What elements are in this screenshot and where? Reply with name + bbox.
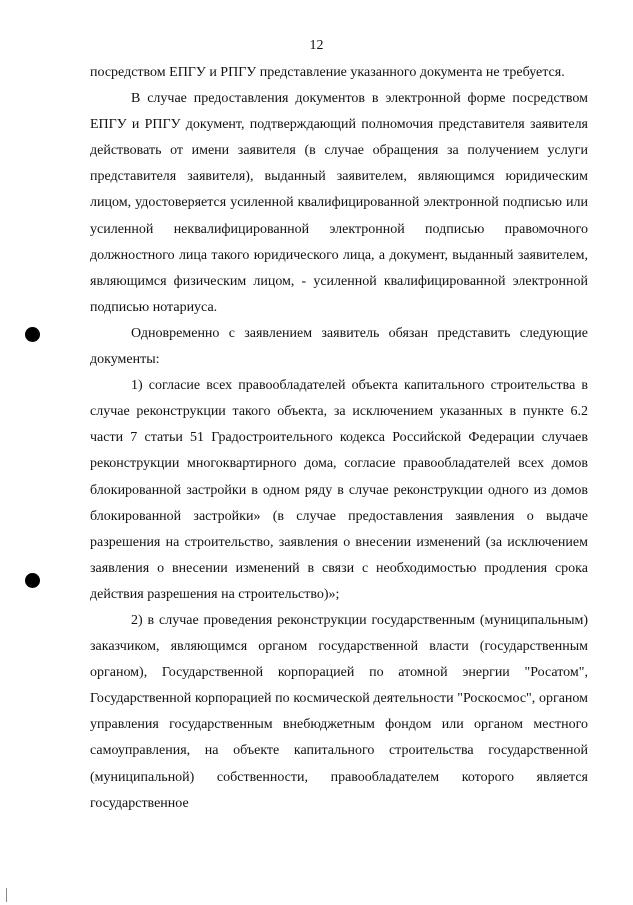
- page-number: 12: [309, 38, 324, 53]
- document-body: [90, 60, 588, 817]
- punch-hole-top: [25, 327, 40, 342]
- list-item-1: 1) согласие всех правообладателей объекта капитального строительства в случае реконструкции такого объекта, за исключением указанных в пункте 6.2 части 7 статьи 51 Градостроительного кодекса Российской Федерации случаев реконструкции многоквартирного дома, согласие правообладателей всех домов блокированной застройки в одном ряду в случае реконструкции одного из домов блокированной застройки» (в случае предоставления заявления о выдаче разрешения на строительство, заявления о внесении изменений (за исключением заявления о внесении изменений в связи с необходимостью продления срока действия разрешения на строительство)»;: [90, 378, 588, 602]
- paragraph-required-documents: Одновременно с заявлением заявитель обязан представить следующие документы:: [90, 325, 588, 368]
- paragraph-continuation: посредством ЕПГУ и РПГУ представление указанного документа не требуется.: [90, 65, 565, 80]
- scan-edge-mark: [6, 888, 7, 902]
- paragraph-electronic-documents: В случае предоставления документов в электронной форме посредством ЕПГУ и РПГУ документ, подтверждающий полномочия представителя заявителя действовать от имени заявителя (в случае обращения за получением услуги представителя заявителя), выданный заявителем, являющимся юридическим лицом, удостоверяется усиленной квалифицированной электронной подписью или усиленной неквалифицированной электронной подписью правомочного должностного лица такого юридического лица, а документ, выданный заявителем, являющимся физическим лицом, - усиленной квалифицированной электронной подписью нотариуса.: [90, 91, 588, 315]
- list-item-2: 2) в случае проведения реконструкции государственным (муниципальным) заказчиком, являющимся органом государственной власти (государственным органом), Государственной корпорацией по атомной энергии "Росатом", Государственной корпорацией по космической деятельности "Роскосмос", органом управления государственным внебюджетным фондом или органом местного самоуправления, на объекте капитального строительства государственной (муниципальной) собственности, правообладателем которого является государственное: [90, 612, 588, 811]
- punch-hole-bottom: [25, 573, 40, 588]
